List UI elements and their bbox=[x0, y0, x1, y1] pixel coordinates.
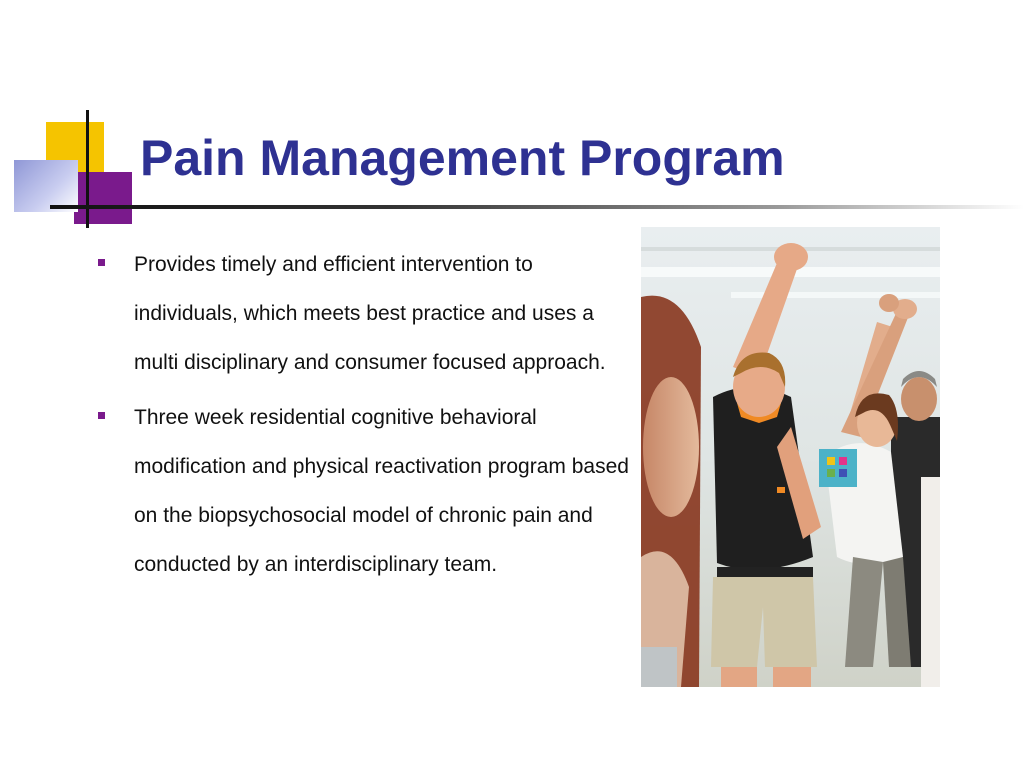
bullet-text: Provides timely and efficient intervention to individuals, which meets best practice and uses a multi disciplinary and consumer focused approach. bbox=[134, 253, 606, 374]
decorative-purple-square bbox=[74, 172, 132, 224]
bullet-text: Three week residential cognitive behavioral modification and physical reactivation program based on the biopsychosocial model of chronic pain and conducted by an interdisciplinary team. bbox=[134, 406, 629, 576]
title-underline bbox=[50, 205, 1024, 209]
group-exercise-photo bbox=[641, 227, 940, 687]
decorative-vertical-line bbox=[86, 110, 89, 228]
square-bullet-icon bbox=[98, 412, 105, 419]
bullet-list bbox=[96, 240, 636, 595]
bullet-item bbox=[96, 240, 636, 387]
bullet-item bbox=[96, 393, 636, 589]
slide-title: Pain Management Program bbox=[140, 130, 785, 186]
square-bullet-icon bbox=[98, 259, 105, 266]
